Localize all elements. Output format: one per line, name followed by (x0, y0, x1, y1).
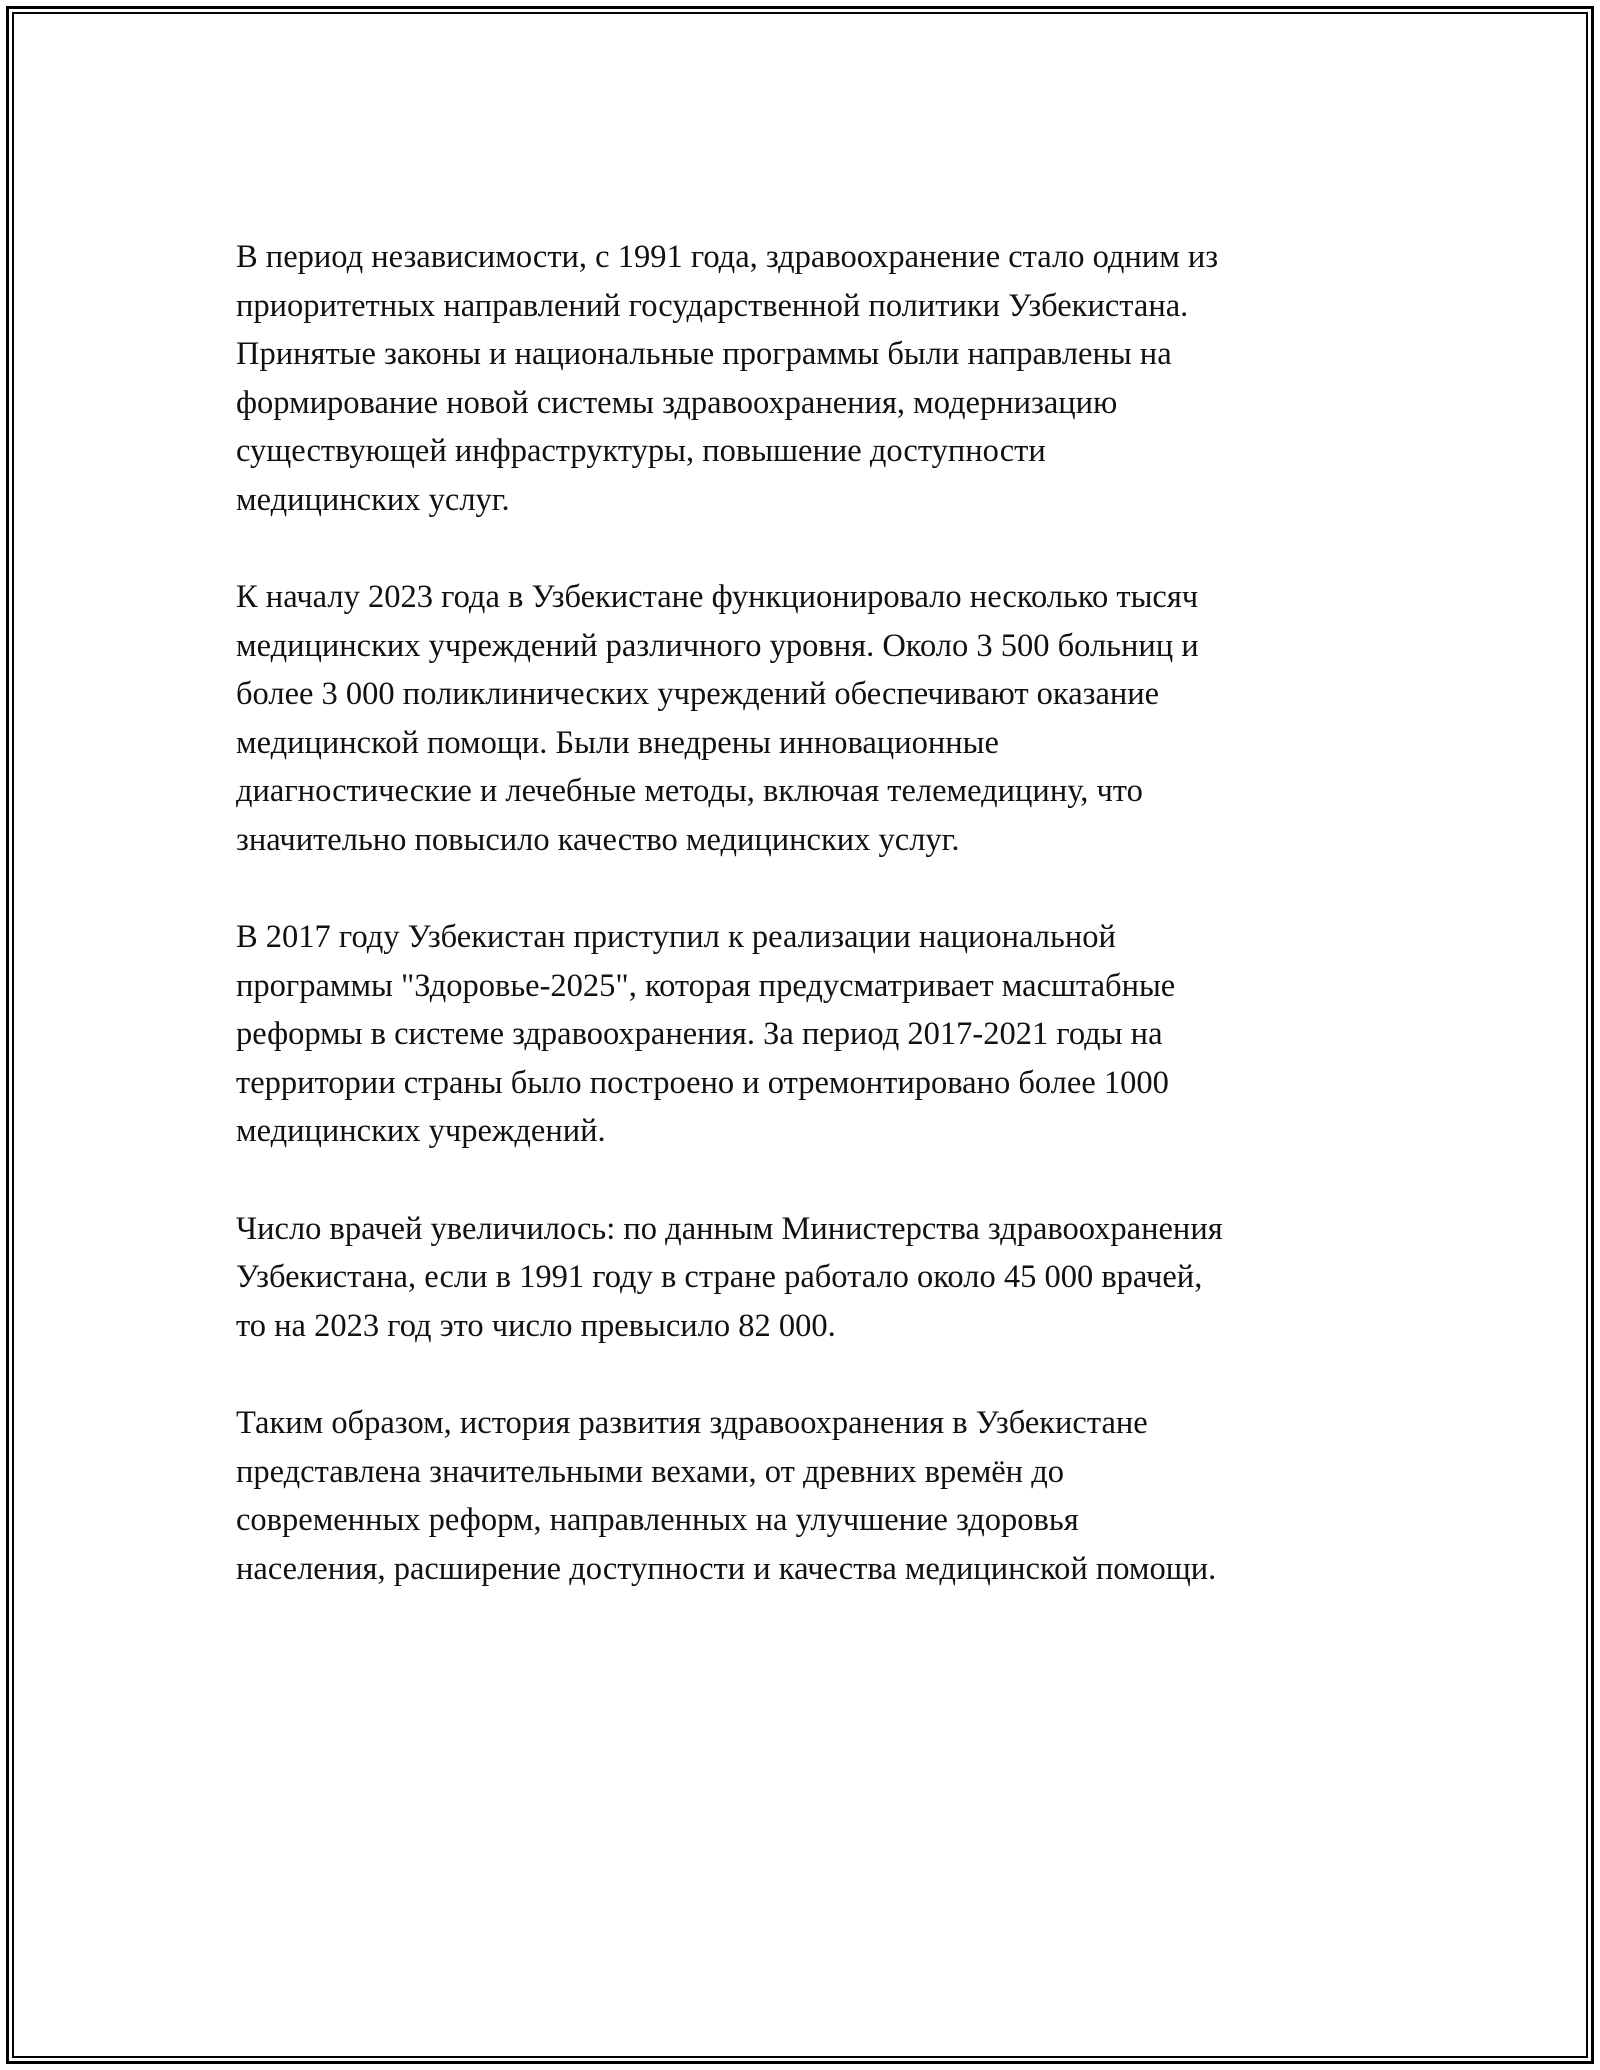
text-line: Число врачей увеличилось: по данным Министерства здравоохранения (236, 1210, 1223, 1247)
paragraph-doctors-count (236, 1205, 1366, 1351)
text-line: медицинской помощи. Были внедрены инновационные (236, 724, 999, 761)
text-line: В 2017 году Узбекистан приступил к реализации национальной (236, 919, 1116, 955)
text-line: медицинских учреждений. (236, 1113, 606, 1149)
text-line: представлена значительными вехами, от древних времён до (236, 1453, 1064, 1490)
text-line: Узбекистана, если в 1991 году в стране работало около 45 000 врачей, (236, 1259, 1203, 1295)
text-line: Таким образом, история развития здравоохранения в Узбекистане (236, 1405, 1148, 1441)
text-line: В период независимости, с 1991 года, здравоохранение стало одним из (236, 239, 1219, 275)
text-line: программы "Здоровье-2025", которая предусматривает масштабные (236, 967, 1176, 1004)
text-line: диагностические и лечебные методы, включая телемедицину, что (236, 773, 1143, 809)
text-line: то на 2023 год это число превысило 82 000. (236, 1307, 836, 1344)
text-line: населения, расширение доступности и качества медицинской помощи. (236, 1550, 1217, 1587)
text-line: медицинских учреждений различного уровня. Около 3 500 больниц и (236, 627, 1199, 664)
text-line: территории страны было построено и отремонтировано более 1000 (236, 1064, 1169, 1101)
text-line: более 3 000 поликлинических учреждений обеспечивают оказание (236, 676, 1160, 712)
text-line: формирование новой системы здравоохранения, модернизацию (236, 384, 1118, 421)
paragraph-independence (236, 233, 1366, 524)
text-line: существующей инфраструктуры, повышение доступности (236, 433, 1046, 469)
paragraph-institutions-2023 (236, 573, 1366, 864)
paragraph-conclusion (236, 1399, 1366, 1593)
text-line: медицинских услуг. (236, 481, 510, 518)
text-line: значительно повысило качество медицинских услуг. (236, 821, 960, 858)
text-line: реформы в системе здравоохранения. За период 2017-2021 годы на (236, 1016, 1163, 1052)
text-line: современных реформ, направленных на улучшение здоровья (236, 1502, 1079, 1538)
document-body (236, 233, 1366, 1642)
text-line: приоритетных направлений государственной политики Узбекистана. (236, 287, 1189, 324)
text-line: Принятые законы и национальные программы были направлены на (236, 336, 1172, 372)
text-line: К началу 2023 года в Узбекистане функционировало несколько тысяч (236, 579, 1199, 615)
paragraph-health-2025-program (236, 913, 1366, 1156)
